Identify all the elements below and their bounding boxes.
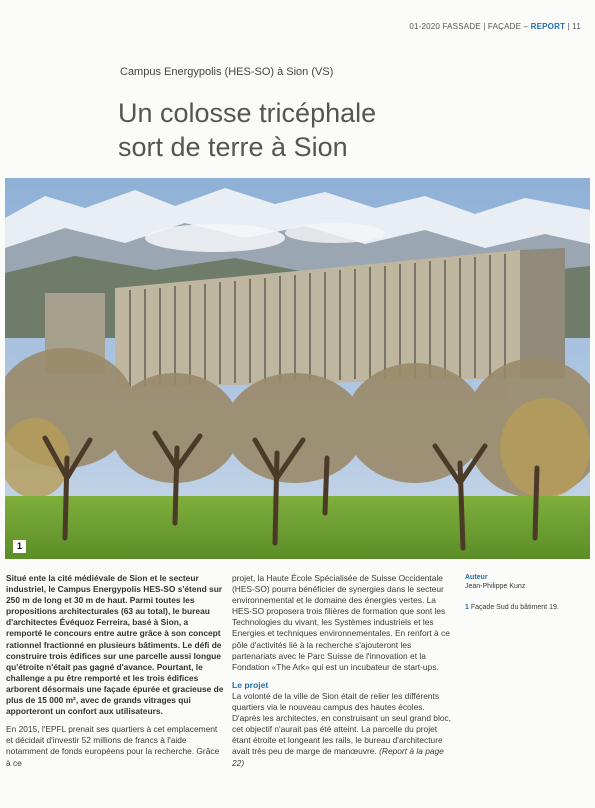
campus-photo-illustration — [5, 178, 590, 559]
header-section: REPORT — [530, 22, 566, 31]
campus-photo — [5, 178, 590, 559]
figure-caption-number: 1 — [465, 604, 469, 611]
title-line-2: sort de terre à Sion — [118, 132, 348, 162]
continuation-reference: (Report à la page 22) — [232, 746, 444, 768]
project-paragraph-2-text: La volonté de la ville de Sion était de relier les différents quartiers via le nouveau campus des hautes écoles. D'après les architectes, en construisant un seul grand bloc, cet objectif n'aurait pas été atteint. La parcelle du projet étant étroite et longeant les rails, le bureau d'architecture avait très peu de marge de manœuvre. — [232, 690, 452, 757]
intro-lead-paragraph: Situé ente la cité médiévale de Sion et le secteur industriel, le Campus Energypolis HES-SO s'étend sur 250 m de long et 30 m de haut. Parmi toutes les propositions architecturales (63 au total), le bureau d'architectes Évéquoz Ferreira, basé à Sion, a remporté le concours entre autre grâce à son concept rationnel fractionné en plusieurs bâtiments. Le défi de construire trois édifices sur une parcelle aussi longue qu'étroite n'était pas gagné d'avance. Pourtant, le challenge a pu être remporté et les trois édifices arborent désormais une façade épurée et gracieuse de plus de 15 000 m², avec de grands vitrages qui apporteront un confort aux utilisateurs. — [6, 573, 224, 717]
project-paragraph-2 — [232, 691, 454, 769]
figure-number-badge: 1 — [13, 540, 26, 553]
author-name: Jean-Philippe Kunz — [465, 583, 526, 590]
author-label: Auteur — [465, 574, 488, 581]
project-paragraph-1: projet, la Haute École Spécialisée de Suisse Occidentale (HES-SO) pourra bénéficier de synergies dans le secteur environnemental et le domaine des énergies vertes. La HES-SO proposera trois filières de formation que sont les Technologies du vivant, les Systèmes industriels et les Energies et techniques environnementales. En renfort à ce pôle d'activités lié à la recherche s'ajouteront les partenariats avec le Parc Suisse de l'innovation et la Fondation «The Ark» qui est un incubateur de start-ups. — [232, 573, 450, 672]
header-prefix: 01-2020 FASSADE | FAÇADE – — [409, 22, 531, 31]
figure-caption-text: Façade Sud du bâtiment 19. — [470, 604, 559, 611]
figure-caption — [465, 603, 590, 612]
header-page-number: | 11 — [565, 22, 581, 31]
article-title — [118, 96, 376, 164]
intro-body-paragraph: En 2015, l'EPFL prenait ses quartiers à cet emplacement et décidait d'investir 52 millions de francs à l'aide notamment de fonds européens pour la recherche. Grâce à ce — [6, 724, 220, 768]
section-heading-projet: Le projet — [232, 679, 269, 690]
title-line-1: Un colosse tricéphale — [118, 98, 377, 128]
column-intro — [6, 573, 224, 776]
page-header — [409, 22, 581, 31]
column-sidebar — [465, 573, 590, 612]
column-project — [232, 573, 454, 776]
article-subtitle: Campus Energypolis (HES-SO) à Sion (VS) — [120, 66, 334, 78]
